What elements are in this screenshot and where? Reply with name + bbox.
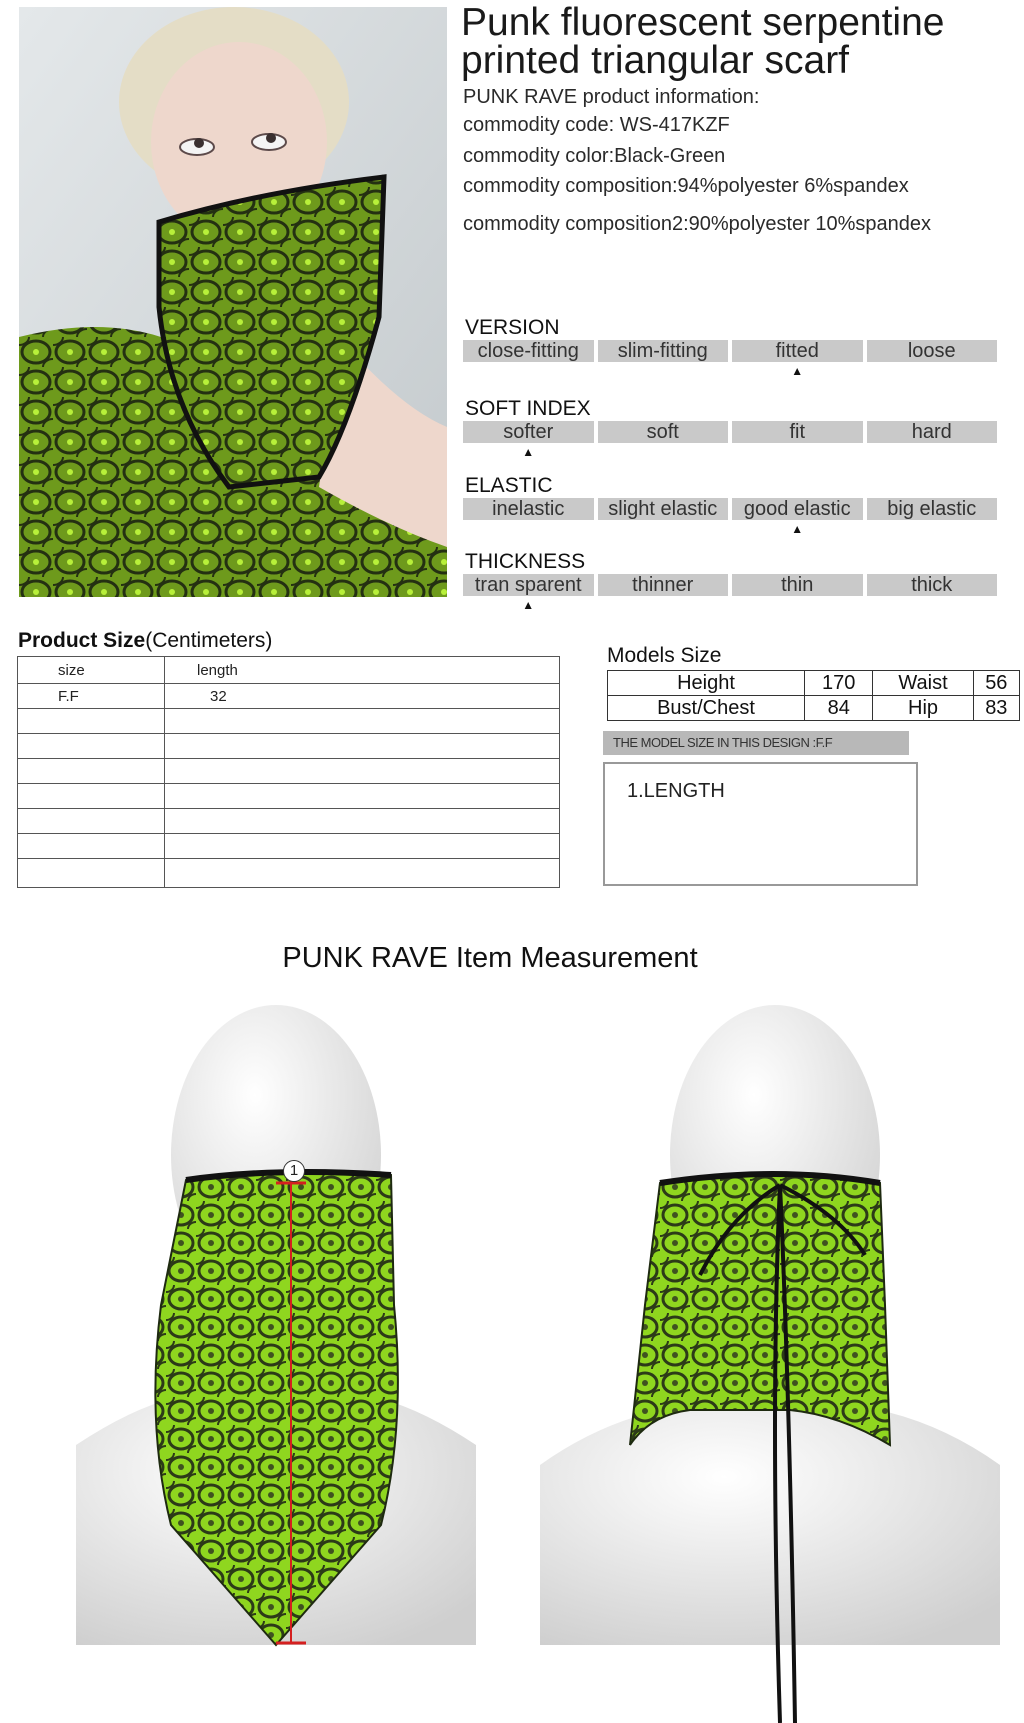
soft-index-option: fit bbox=[732, 421, 863, 443]
empty-cell bbox=[165, 734, 560, 759]
product-size-unit: (Centimeters) bbox=[145, 629, 273, 652]
length-cell: 32 bbox=[165, 684, 560, 709]
soft-index-option: soft bbox=[598, 421, 729, 443]
version-option: slim-fitting bbox=[598, 340, 729, 362]
bust-label: Bust/Chest bbox=[608, 696, 805, 721]
bust-value: 84 bbox=[804, 696, 873, 721]
table-row bbox=[18, 784, 560, 809]
table-row bbox=[18, 859, 560, 888]
elastic-scale bbox=[463, 498, 997, 520]
table-row bbox=[18, 684, 560, 709]
table-row bbox=[18, 834, 560, 859]
commodity-code bbox=[463, 114, 730, 137]
thickness-option: thinner bbox=[598, 574, 729, 596]
empty-cell bbox=[18, 859, 165, 888]
models-size-table bbox=[607, 670, 1020, 721]
height-value: 170 bbox=[804, 671, 873, 696]
measurement-marker-1: 1 bbox=[283, 1160, 305, 1182]
elastic-selected-marker: ▲ bbox=[791, 522, 804, 536]
table-row bbox=[18, 734, 560, 759]
empty-cell bbox=[18, 709, 165, 734]
table-row bbox=[608, 671, 1020, 696]
version-scale bbox=[463, 340, 997, 362]
soft-index-option: hard bbox=[867, 421, 998, 443]
empty-cell bbox=[165, 759, 560, 784]
product-title: Punk fluorescent serpentine printed triangular scarf bbox=[461, 1, 945, 82]
product-size-title bbox=[18, 629, 272, 653]
elastic-option: slight elastic bbox=[598, 498, 729, 520]
color-label: commodity color: bbox=[463, 145, 615, 167]
hip-label: Hip bbox=[873, 696, 973, 721]
empty-cell bbox=[165, 859, 560, 888]
table-row bbox=[608, 696, 1020, 721]
table-row bbox=[18, 709, 560, 734]
waist-label: Waist bbox=[873, 671, 973, 696]
thickness-label: THICKNESS bbox=[465, 550, 586, 573]
soft-index-label: SOFT INDEX bbox=[465, 397, 591, 420]
hip-value: 83 bbox=[973, 696, 1019, 721]
code-label: commodity code: bbox=[463, 114, 615, 136]
table-header-row bbox=[18, 657, 560, 684]
color-value: Black-Green bbox=[614, 145, 726, 167]
empty-cell bbox=[165, 834, 560, 859]
composition2-label: commodity composition2: bbox=[463, 213, 689, 235]
commodity-composition bbox=[463, 175, 909, 198]
elastic-option: inelastic bbox=[463, 498, 594, 520]
height-label: Height bbox=[608, 671, 805, 696]
composition-value: 94%polyester 6%spandex bbox=[677, 175, 909, 197]
item-measurement-title: PUNK RAVE Item Measurement bbox=[282, 942, 698, 974]
empty-cell bbox=[165, 784, 560, 809]
table-row bbox=[18, 809, 560, 834]
product-size-title-bold: Product Size bbox=[18, 629, 146, 652]
version-option: close-fitting bbox=[463, 340, 594, 362]
models-size-title: Models Size bbox=[607, 644, 722, 667]
model-photo bbox=[19, 7, 447, 597]
commodity-color bbox=[463, 145, 725, 168]
thickness-option: thin bbox=[732, 574, 863, 596]
model-size-note: THE MODEL SIZE IN THIS DESIGN :F.F bbox=[603, 731, 909, 755]
front-view-mannequin bbox=[76, 1005, 476, 1650]
waist-value: 56 bbox=[973, 671, 1019, 696]
composition2-value: 90%polyester 10%spandex bbox=[688, 213, 932, 235]
soft-index-scale bbox=[463, 421, 997, 443]
empty-cell bbox=[18, 734, 165, 759]
header-length: length bbox=[165, 657, 560, 684]
info-heading: PUNK RAVE product information: bbox=[463, 86, 760, 108]
version-label: VERSION bbox=[465, 316, 560, 339]
empty-cell bbox=[18, 809, 165, 834]
back-view-mannequin bbox=[540, 1005, 1000, 1723]
commodity-composition2 bbox=[463, 213, 931, 236]
elastic-option: good elastic bbox=[732, 498, 863, 520]
empty-cell bbox=[18, 834, 165, 859]
version-option: fitted bbox=[732, 340, 863, 362]
thickness-selected-marker: ▲ bbox=[522, 598, 535, 612]
empty-cell bbox=[165, 709, 560, 734]
header-size: size bbox=[18, 657, 165, 684]
product-size-table bbox=[17, 656, 560, 888]
table-row bbox=[18, 759, 560, 784]
thickness-option: tran sparent bbox=[463, 574, 594, 596]
code-value: WS-417KZF bbox=[619, 114, 730, 136]
measurement-item: 1.LENGTH bbox=[627, 780, 725, 802]
elastic-label: ELASTIC bbox=[465, 474, 553, 497]
empty-cell bbox=[18, 784, 165, 809]
version-selected-marker: ▲ bbox=[791, 364, 804, 378]
composition-label: commodity composition: bbox=[463, 175, 678, 197]
soft-index-option: softer bbox=[463, 421, 594, 443]
thickness-scale bbox=[463, 574, 997, 596]
soft-index-selected-marker: ▲ bbox=[522, 445, 535, 459]
version-option: loose bbox=[867, 340, 998, 362]
elastic-option: big elastic bbox=[867, 498, 998, 520]
empty-cell bbox=[165, 809, 560, 834]
thickness-option: thick bbox=[867, 574, 998, 596]
size-cell: F.F bbox=[18, 684, 165, 709]
empty-cell bbox=[18, 759, 165, 784]
